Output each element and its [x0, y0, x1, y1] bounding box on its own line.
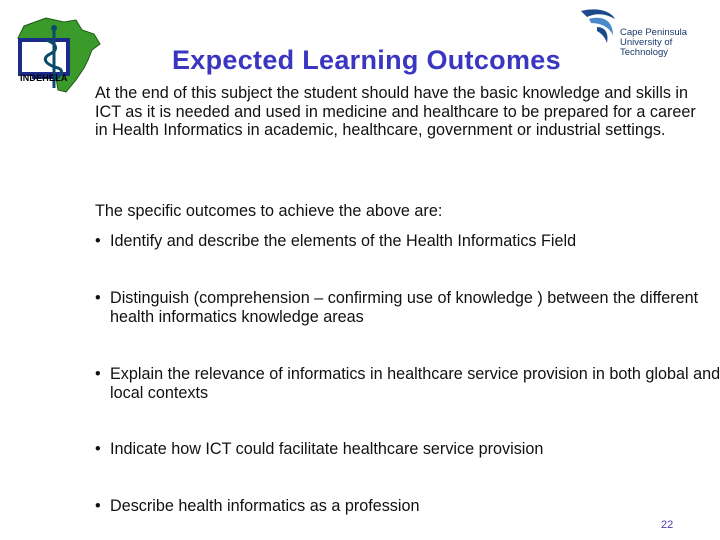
- outcome-text: Describe health informatics as a profession: [110, 497, 420, 515]
- outcome-text: Explain the relevance of informatics in healthcare service provision in both global and local contexts: [110, 365, 720, 402]
- outcome-text: Indicate how ICT could facilitate healthcare service provision: [110, 440, 544, 458]
- outcomes-lead: The specific outcomes to achieve the above are:: [95, 202, 443, 220]
- page-number: 22: [661, 519, 674, 531]
- cput-wave-icon: [581, 9, 615, 19]
- bullet-dot: •: [95, 497, 101, 515]
- bullet-dot: •: [95, 365, 101, 383]
- indehela-label: INDEHELA: [20, 73, 68, 83]
- indehela-logo: [14, 14, 104, 96]
- bullet-dot: •: [95, 440, 101, 458]
- bullet-dot: •: [95, 232, 101, 250]
- outcome-text: Distinguish (comprehension – confirming use of knowledge ) between the different health informatics knowledge areas: [110, 289, 699, 326]
- outcome-item: [95, 365, 720, 402]
- outcome-item: [95, 497, 720, 516]
- cput-line-2: University of Technology: [620, 37, 673, 58]
- outcome-item: [95, 289, 720, 326]
- outcome-item: [95, 440, 720, 459]
- bullet-dot: •: [95, 289, 101, 307]
- cput-name: [620, 28, 720, 58]
- outcome-text: Identify and describe the elements of the Health Informatics Field: [110, 232, 577, 250]
- outcome-item: [95, 232, 720, 251]
- intro-paragraph: At the end of this subject the student should have the basic knowledge and skills in ICT as it is needed and used in medicine and healthcare to be prepared for a career in Health Informatics in academic, healthcare, government or industrial settings.: [95, 84, 696, 140]
- cput-line-1: Cape Peninsula: [620, 27, 688, 38]
- slide-title: Expected Learning Outcomes: [172, 45, 561, 75]
